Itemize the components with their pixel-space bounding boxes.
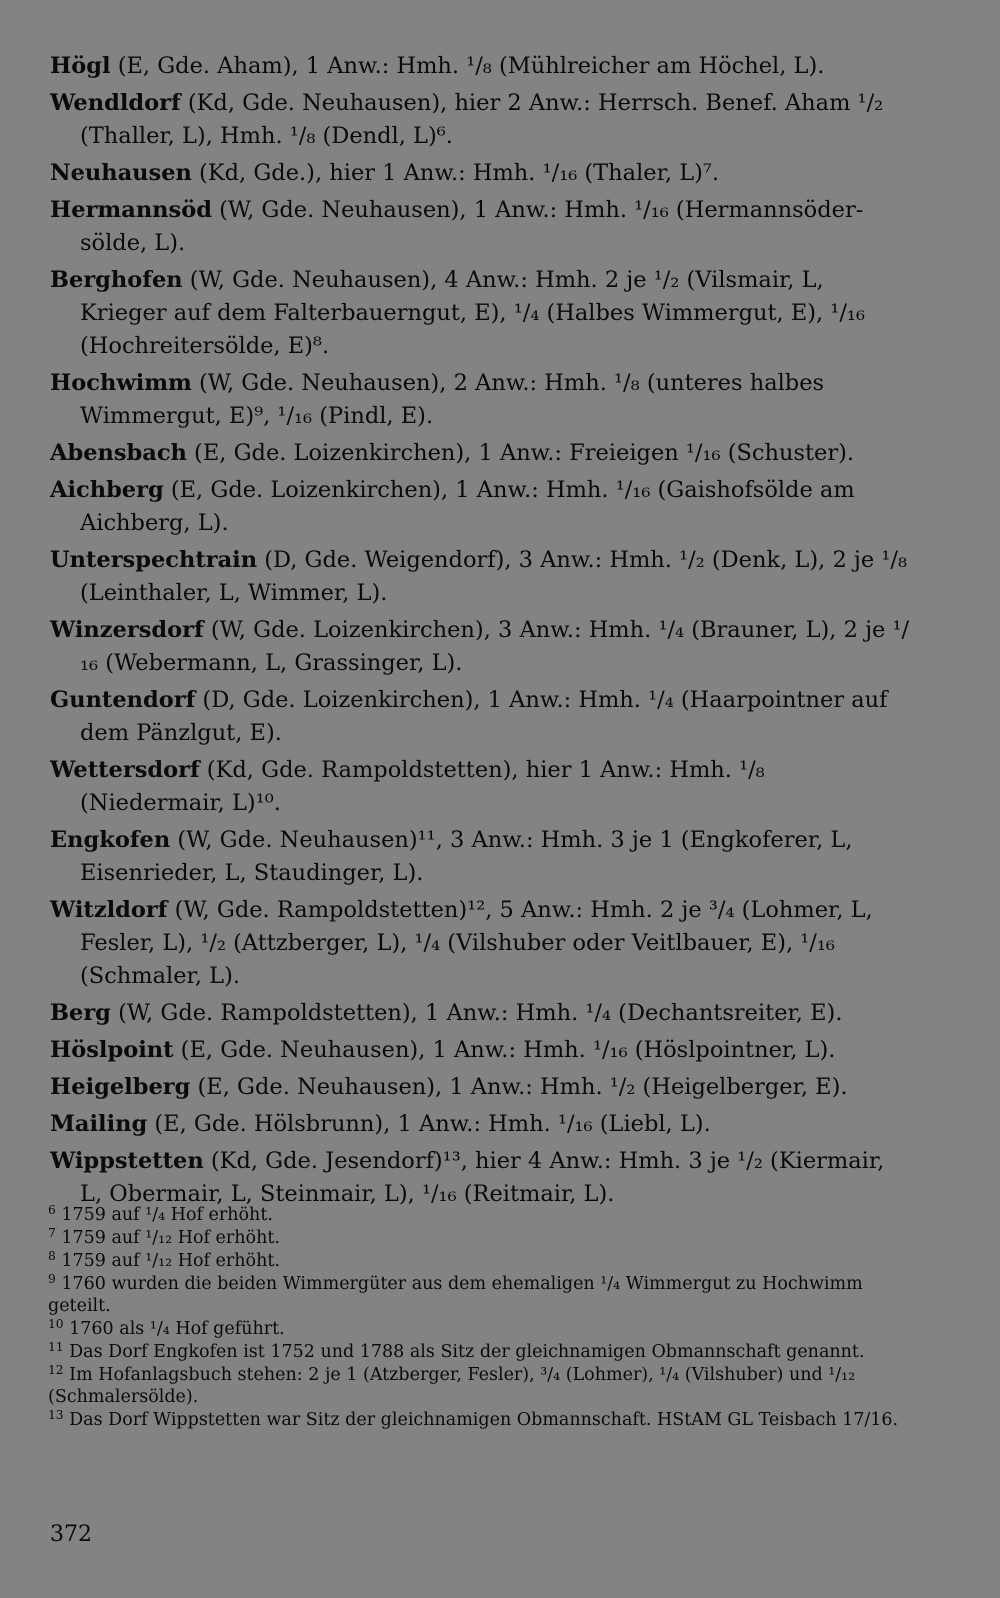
place-description: (E, Gde. Neuhausen), 1 Anw.: Hmh. ¹/₁₆ (Höslpointner, L). bbox=[173, 1037, 836, 1063]
place-entry bbox=[50, 367, 912, 433]
place-description: (D, Gde. Weigendorf), 3 Anw.: Hmh. ¹/₂ (Denk, L), 2 je ¹/₈ (Leinthaler, L, Wimmer, L). bbox=[80, 547, 907, 606]
place-entry bbox=[50, 544, 912, 610]
place-entry bbox=[50, 474, 912, 540]
page-number: 372 bbox=[50, 1522, 92, 1547]
place-name: Wettersdorf bbox=[50, 757, 200, 783]
place-entry bbox=[50, 684, 912, 750]
place-name: Hochwimm bbox=[50, 370, 192, 396]
footnote-text: Das Dorf Wippstetten war Sitz der gleichnamigen Obmannschaft. HStAM GL Teisbach 17/16. bbox=[63, 1410, 899, 1430]
place-entry bbox=[50, 50, 912, 83]
place-name: Berghofen bbox=[50, 267, 183, 293]
place-description: (W, Gde. Rampoldstetten), 1 Anw.: Hmh. ¹/₄ (Dechantsreiter, E). bbox=[110, 1000, 843, 1026]
footnote-number: 12 bbox=[48, 1362, 64, 1377]
place-description: (Kd, Gde. Jesendorf)¹³, hier 4 Anw.: Hmh. 3 je ¹/₂ (Kiermair, L, Obermair, L, Steinmair, L), ¹/₁₆ (Reitmair, L). bbox=[80, 1148, 885, 1207]
place-description: (W, Gde. Neuhausen), 2 Anw.: Hmh. ¹/₈ (unteres halbes Wimmergut, E)⁹, ¹/₁₆ (Pindl, E). bbox=[80, 370, 825, 429]
place-name: Mailing bbox=[50, 1111, 148, 1137]
footnote bbox=[48, 1250, 908, 1272]
footnote-text: 1760 als ¹/₄ Hof geführt. bbox=[63, 1319, 285, 1339]
footnote bbox=[48, 1204, 908, 1226]
place-description: (W, Gde. Loizenkirchen), 3 Anw.: Hmh. ¹/₄ (Brauner, L), 2 je ¹/₁₆ (Webermann, L, Grassinger, L). bbox=[80, 617, 910, 676]
place-description: (Kd, Gde. Rampoldstetten), hier 1 Anw.: Hmh. ¹/₈ (Niedermair, L)¹⁰. bbox=[80, 757, 765, 816]
place-description: (W, Gde. Neuhausen), 4 Anw.: Hmh. 2 je ¹/₂ (Vilsmair, L, Krieger auf dem Falterbauerngut, E), ¹/₄ (Halbes Wimmergut, E), ¹/₁₆ (Hochreitersölde, E)⁸. bbox=[80, 267, 865, 359]
place-name: Guntendorf bbox=[50, 687, 196, 713]
footnote-number: 8 bbox=[48, 1248, 56, 1263]
place-name: Unterspechtrain bbox=[50, 547, 258, 573]
footnote-number: 11 bbox=[48, 1339, 64, 1354]
place-description: (W, Gde. Neuhausen)¹¹, 3 Anw.: Hmh. 3 je 1 (Engkoferer, L, Eisenrieder, L, Staudinger, L). bbox=[80, 827, 853, 886]
place-description: (E, Gde. Neuhausen), 1 Anw.: Hmh. ¹/₂ (Heigelberger, E). bbox=[190, 1074, 848, 1100]
footnote-number: 13 bbox=[48, 1407, 64, 1422]
footnote bbox=[48, 1227, 908, 1249]
footnote-number: 9 bbox=[48, 1271, 56, 1286]
footnote-number: 6 bbox=[48, 1202, 56, 1217]
place-name: Engkofen bbox=[50, 827, 171, 853]
place-description: (W, Gde. Rampoldstetten)¹², 5 Anw.: Hmh. 2 je ³/₄ (Lohmer, L, Fesler, L), ¹/₂ (Attzberger, L), ¹/₄ (Vilshuber oder Veitlbauer, E), ¹/₁₆ (Schmaler, L). bbox=[80, 897, 873, 989]
place-description: (W, Gde. Neuhausen), 1 Anw.: Hmh. ¹/₁₆ (Hermannsöder-sölde, L). bbox=[80, 197, 864, 256]
footnote-text: Das Dorf Engkofen ist 1752 und 1788 als Sitz der gleichnamigen Obmannschaft genannt. bbox=[63, 1342, 865, 1362]
footnote bbox=[48, 1364, 908, 1408]
place-description: (Kd, Gde. Neuhausen), hier 2 Anw.: Herrsch. Benef. Aham ¹/₂ (Thaller, L), Hmh. ¹/₈ (Dendl, L)⁶. bbox=[80, 90, 884, 149]
place-entry bbox=[50, 157, 912, 190]
place-entry bbox=[50, 997, 912, 1030]
place-name: Höslpoint bbox=[50, 1037, 174, 1063]
place-entry bbox=[50, 894, 912, 993]
place-name: Högl bbox=[50, 53, 111, 79]
place-description: (E, Gde. Loizenkirchen), 1 Anw.: Hmh. ¹/₁₆ (Gaishofsölde am Aichberg, L). bbox=[80, 477, 855, 536]
footnote-number: 10 bbox=[48, 1316, 64, 1331]
footnotes bbox=[48, 1204, 908, 1432]
footnote-text: 1759 auf ¹/₁₂ Hof erhöht. bbox=[55, 1251, 280, 1271]
place-description: (D, Gde. Loizenkirchen), 1 Anw.: Hmh. ¹/₄ (Haarpointner auf dem Pänzlgut, E). bbox=[80, 687, 888, 746]
place-entry bbox=[50, 1145, 912, 1211]
place-entry bbox=[50, 614, 912, 680]
place-entry bbox=[50, 1034, 912, 1067]
place-name: Wendldorf bbox=[50, 90, 181, 116]
footnote-number: 7 bbox=[48, 1225, 56, 1240]
place-name: Witzldorf bbox=[50, 897, 168, 923]
footnote-text: 1759 auf ¹/₄ Hof erhöht. bbox=[55, 1205, 273, 1225]
footnote bbox=[48, 1318, 908, 1340]
footnote-text: Im Hofanlagsbuch stehen: 2 je 1 (Atzberger, Fesler), ³/₄ (Lohmer), ¹/₄ (Vilshuber) und ¹/₁₂ (Schmalersölde). bbox=[48, 1365, 856, 1407]
footnote bbox=[48, 1273, 908, 1317]
footnote-text: 1760 wurden die beiden Wimmergüter aus dem ehemaligen ¹/₄ Wimmergut zu Hochwimm geteilt. bbox=[48, 1274, 863, 1316]
footnote bbox=[48, 1409, 908, 1431]
footnote-text: 1759 auf ¹/₁₂ Hof erhöht. bbox=[55, 1228, 280, 1248]
place-entry bbox=[50, 437, 912, 470]
place-name: Hermannsöd bbox=[50, 197, 212, 223]
place-entry bbox=[50, 194, 912, 260]
footnote bbox=[48, 1341, 908, 1363]
place-name: Wippstetten bbox=[50, 1148, 204, 1174]
place-entry bbox=[50, 87, 912, 153]
place-entry bbox=[50, 824, 912, 890]
place-entry bbox=[50, 1108, 912, 1141]
place-description: (E, Gde. Aham), 1 Anw.: Hmh. ¹/₈ (Mühlreicher am Höchel, L). bbox=[110, 53, 825, 79]
place-name: Heigelberg bbox=[50, 1074, 191, 1100]
place-name: Berg bbox=[50, 1000, 111, 1026]
place-entry bbox=[50, 264, 912, 363]
place-entries bbox=[50, 50, 912, 1215]
place-name: Abensbach bbox=[50, 440, 187, 466]
place-description: (E, Gde. Loizenkirchen), 1 Anw.: Freieigen ¹/₁₆ (Schuster). bbox=[186, 440, 855, 466]
place-name: Winzersdorf bbox=[50, 617, 204, 643]
place-entry bbox=[50, 1071, 912, 1104]
place-description: (Kd, Gde.), hier 1 Anw.: Hmh. ¹/₁₆ (Thaler, L)⁷. bbox=[191, 160, 720, 186]
place-name: Aichberg bbox=[50, 477, 164, 503]
place-entry bbox=[50, 754, 912, 820]
place-name: Neuhausen bbox=[50, 160, 192, 186]
place-description: (E, Gde. Hölsbrunn), 1 Anw.: Hmh. ¹/₁₆ (Liebl, L). bbox=[147, 1111, 711, 1137]
